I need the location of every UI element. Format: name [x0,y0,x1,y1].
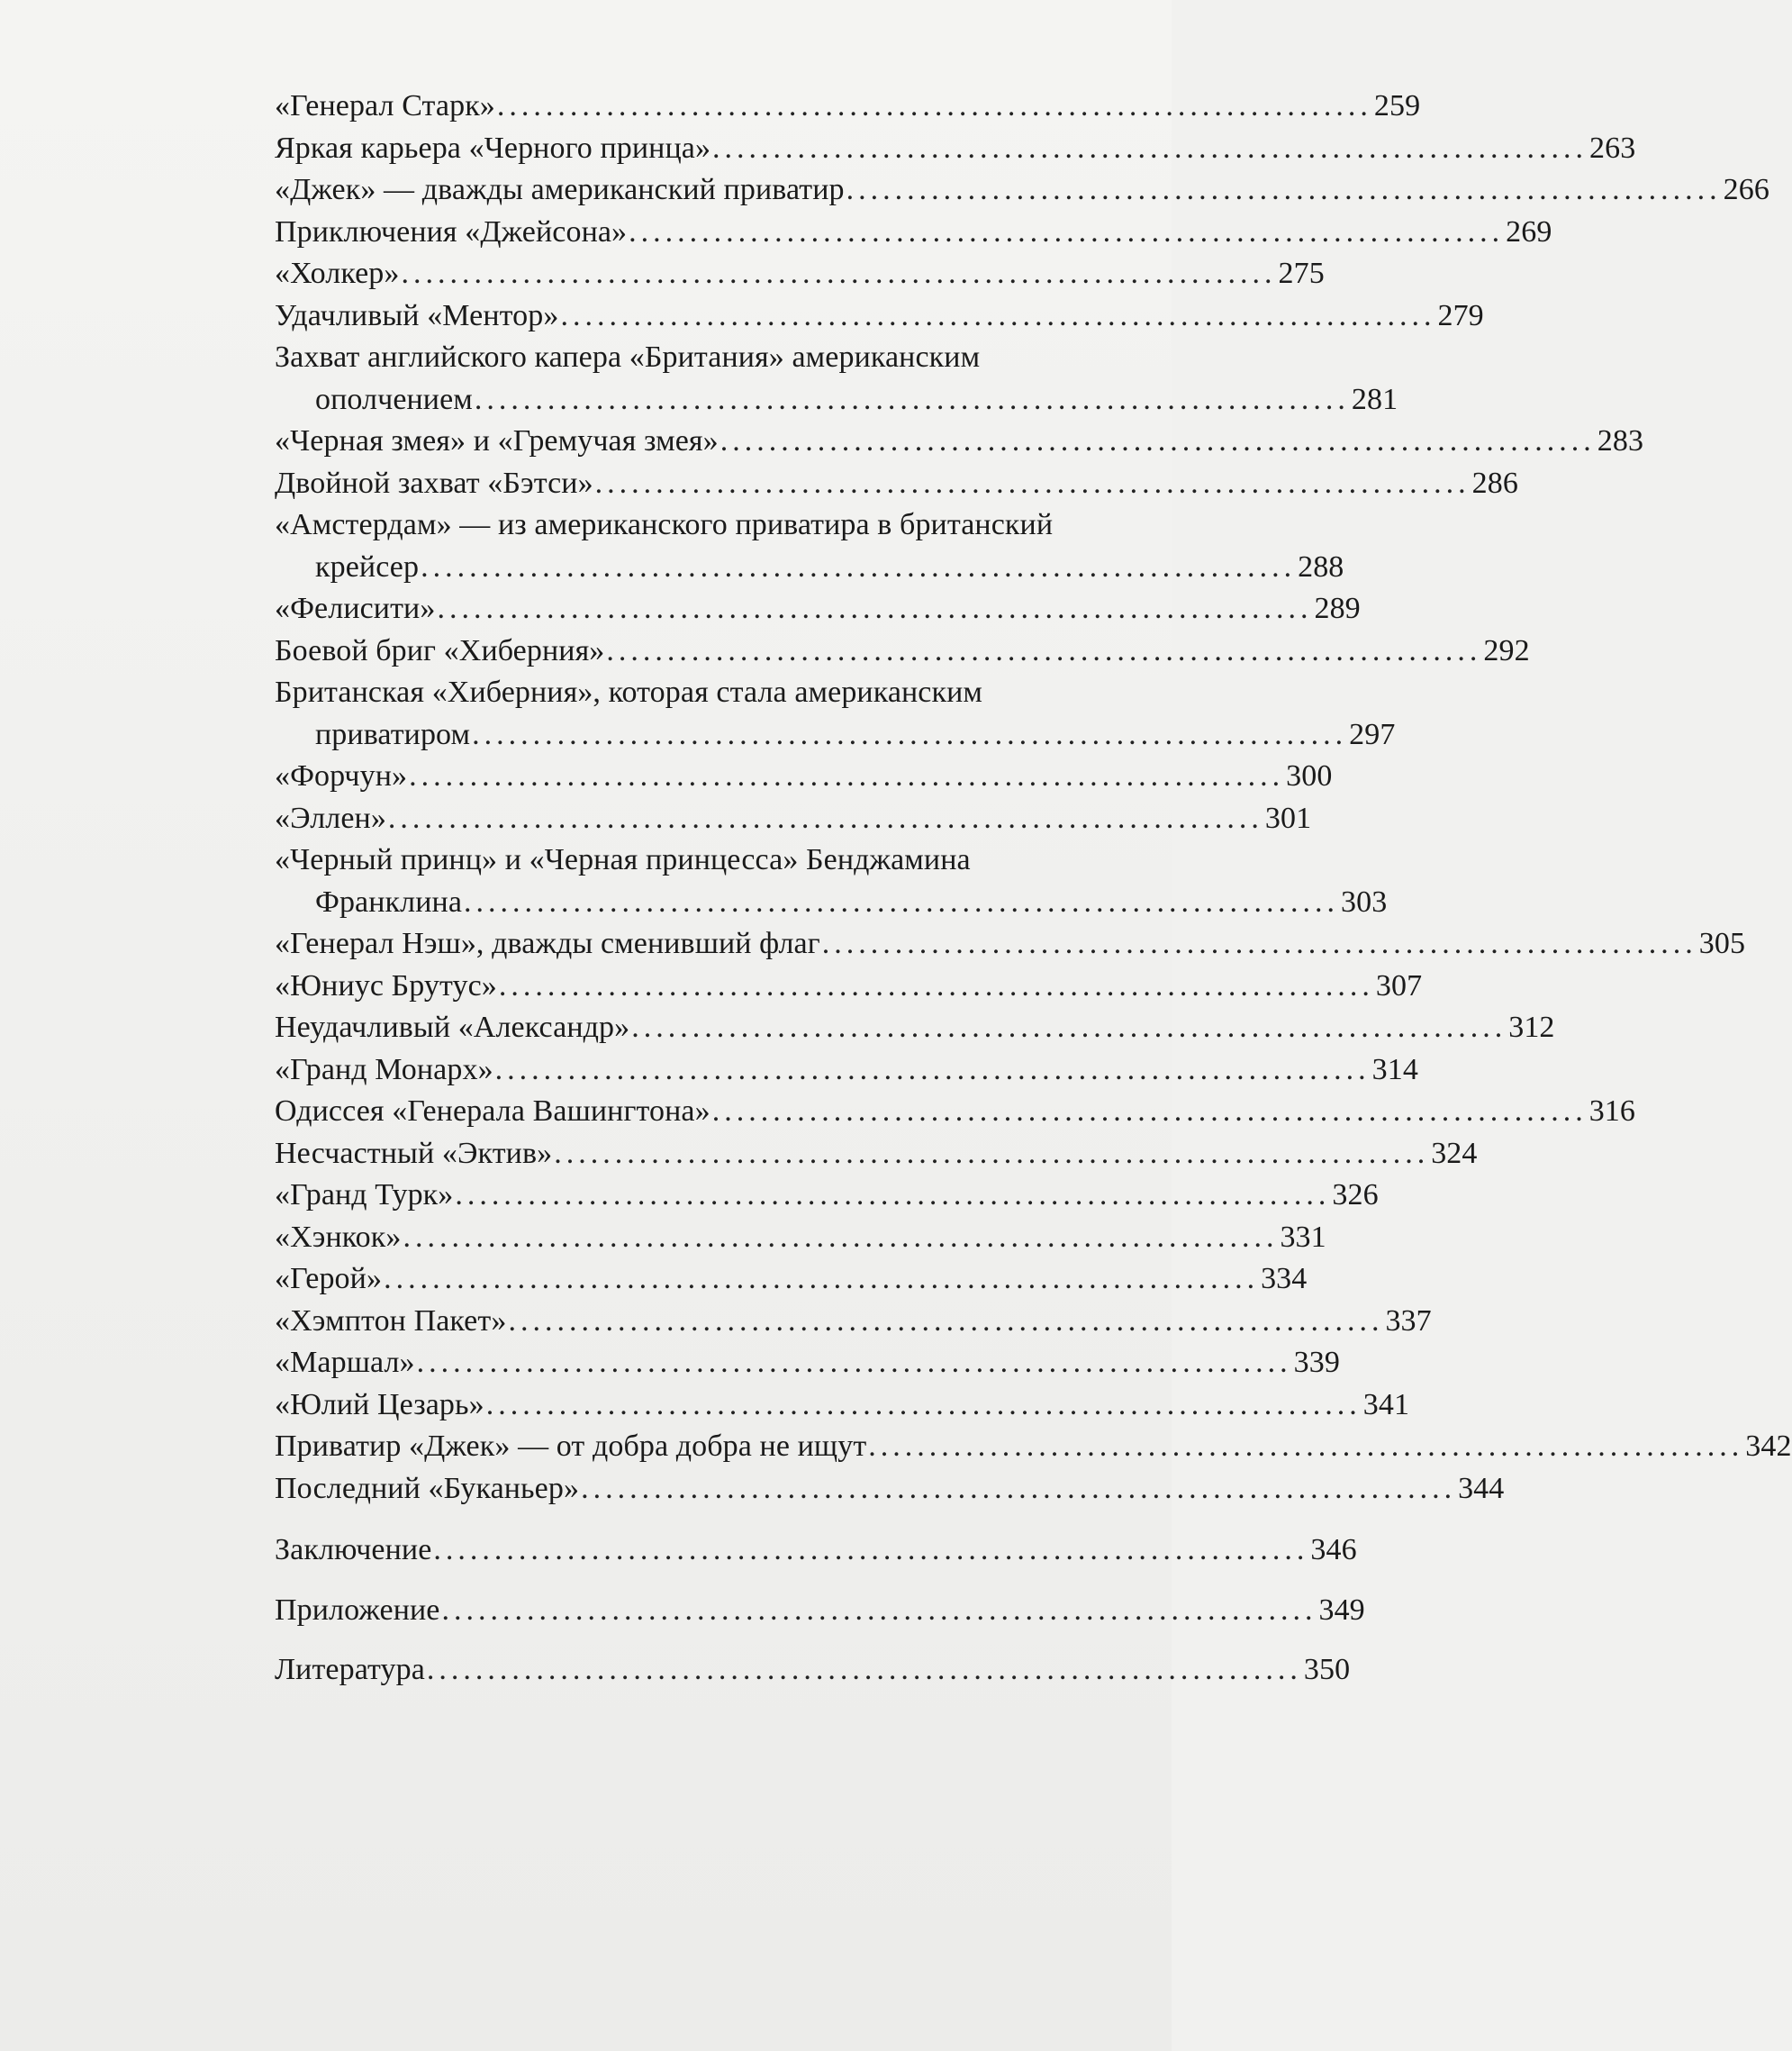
toc-entry-title: «Фелисити» [275,592,436,625]
toc-entry [275,1133,1478,1175]
toc-entry [275,966,1423,1008]
toc-entry [275,295,1484,338]
toc-entry-title: Удачливый «Ментор» [275,298,559,332]
dot-leader: ........................................................................ [868,1429,1744,1463]
toc-page-number: 326 [1332,1178,1379,1212]
dot-leader: ........................................................................ [629,214,1505,249]
toc-entry-title: Двойной захват «Бэтси» [275,466,593,500]
toc-line-continued [275,714,1396,757]
toc-entry-title-continued: приватиром [315,717,471,751]
toc-line [275,1342,1340,1384]
toc-line [275,966,1423,1008]
toc-entry-title: Британская «Хиберния», которая стала американским [275,676,983,709]
toc-line [275,169,1769,212]
toc-entry-title: Одиссея «Генерала Вашингтона» [275,1094,710,1128]
toc-entry-title: «Форчун» [275,759,408,793]
toc-entry-title: Захват английского капера «Британия» американским [275,340,981,374]
dot-leader: ........................................................................ [464,885,1340,919]
toc-line [275,86,1421,128]
toc-page-number: 307 [1375,968,1423,1003]
toc-entry [275,504,1344,588]
toc-page-number: 286 [1471,466,1518,500]
toc-entry [275,337,1398,421]
dot-leader: ........................................................................ [496,89,1372,123]
toc-entry [275,672,1396,756]
toc-entry-title: «Юниус Брутус» [275,968,497,1003]
toc-line [275,1133,1478,1175]
toc-entry [275,1049,1418,1092]
dot-leader: ........................................................................ [474,382,1350,416]
dot-leader: ........................................................................ [606,633,1482,667]
toc-entry-title-continued: ополчением [315,382,473,416]
toc-page-number: 269 [1506,214,1552,249]
toc-entry-title: «Гранд Турк» [275,1178,454,1212]
toc-entry [275,128,1636,170]
toc-entry [275,463,1518,505]
toc-page-number: 263 [1589,131,1636,165]
toc-entry-title: Приключения «Джейсона» [275,214,628,249]
toc-page-number: 259 [1373,89,1421,123]
toc-line [275,839,1023,882]
toc-entry-title: Приватир «Джек» — от добра добра не ищут [275,1429,867,1463]
toc-entry [275,1258,1308,1301]
toc-entry-title: Яркая карьера «Черного принца» [275,131,711,165]
toc-page-number: 305 [1698,927,1746,960]
toc-line [275,1301,1432,1343]
toc-line [275,504,1054,547]
dot-leader: ........................................................................ [409,759,1285,793]
toc-entry [275,1590,1365,1632]
toc-entry [275,421,1644,463]
dot-leader: ........................................................................ [508,1303,1384,1338]
toc-entry [275,86,1421,128]
dot-leader: ........................................................................ [821,927,1697,960]
toc-entry-title: «Эллен» [275,801,386,835]
toc-entry [275,1091,1636,1133]
toc-entry [275,798,1312,840]
toc-line [275,463,1518,505]
toc-line [275,212,1552,254]
toc-entry-title: «Черный принц» и «Черная принцесса» Бенджамина [275,843,971,876]
toc-entry-title: «Гранд Монарх» [275,1052,493,1086]
toc-line [275,756,1333,798]
toc-entry-title: Неудачливый «Александр» [275,1011,630,1044]
toc-page-number: 324 [1431,1136,1478,1170]
toc-entry-title: «Хэмптон Пакет» [275,1303,507,1338]
toc-line [275,1590,1365,1632]
toc-page-number: 297 [1349,717,1396,751]
dot-leader: ........................................................................ [498,968,1374,1003]
toc-page-number: 288 [1298,549,1344,584]
toc-page-number: 283 [1597,424,1644,458]
toc-line [275,1217,1326,1259]
dot-leader: ........................................................................ [441,1593,1317,1627]
toc-line-continued [275,547,1344,589]
toc-page-number: 334 [1261,1262,1308,1295]
toc-line [275,631,1530,673]
toc-page-number: 331 [1280,1220,1326,1254]
toc-entry [275,839,1388,923]
toc-line [275,1468,1505,1511]
section-spacer [275,1572,1023,1590]
dot-leader: ........................................................................ [485,1387,1362,1421]
dot-leader: ........................................................................ [403,1220,1279,1254]
toc-page-number: 314 [1371,1052,1418,1086]
toc-entry [275,1468,1505,1511]
toc-entry-title: «Амстердам» — из американского приватира в британский [275,508,1054,541]
dot-leader: ........................................................................ [554,1136,1430,1170]
toc-page-number: 342 [1745,1429,1792,1463]
toc-entry-title: «Джек» — дважды американский приватир [275,173,845,206]
dot-leader: ........................................................................ [416,1346,1292,1379]
toc-line [275,253,1325,295]
toc-page-number: 312 [1508,1011,1555,1044]
dot-leader: ........................................................................ [581,1471,1457,1505]
toc-line [275,672,1023,714]
dot-leader: ........................................................................ [560,298,1436,332]
dot-leader: ........................................................................ [720,424,1596,458]
toc-entry [275,1529,1357,1572]
toc-entry-title: «Холкер» [275,257,400,290]
toc-entry [275,1426,1792,1468]
toc-line-continued [275,882,1388,924]
toc-page-number: 350 [1303,1653,1351,1686]
dot-leader: ........................................................................ [712,131,1588,165]
toc-entry-title: Приложение [275,1593,440,1627]
toc-page-number: 337 [1385,1303,1432,1338]
dot-leader: ........................................................................ [401,257,1277,290]
dot-leader: ........................................................................ [631,1011,1507,1044]
dot-leader: ........................................................................ [433,1533,1309,1566]
toc-line [275,588,1361,631]
toc-entry-title-continued: крейсер [315,549,420,584]
dot-leader: ........................................................................ [384,1262,1260,1295]
toc-entry-title: Боевой бриг «Хиберния» [275,633,605,667]
dot-leader: ........................................................................ [494,1052,1371,1086]
toc-page-number: 289 [1314,592,1361,625]
dot-leader: ........................................................................ [472,717,1348,751]
toc-line [275,1049,1418,1092]
toc-page-number: 266 [1723,173,1769,206]
toc-line [275,128,1636,170]
toc-entry-title: «Маршал» [275,1346,415,1379]
toc-entry [275,1342,1340,1384]
toc-entry-title-continued: Франклина [315,885,463,919]
toc-line [275,1426,1792,1468]
toc-entry [275,1649,1351,1692]
toc-entry [275,212,1552,254]
toc-entry-title: «Черная змея» и «Гремучая змея» [275,424,719,458]
toc-line [275,337,1023,379]
toc-line [275,1175,1379,1217]
dot-leader: ........................................................................ [437,592,1313,625]
toc-line [275,1649,1351,1692]
dot-leader: ........................................................................ [594,466,1471,500]
toc-entry [275,1217,1326,1259]
toc-entry-title: «Юлий Цезарь» [275,1387,484,1421]
toc-entry-title: Литература [275,1653,425,1686]
toc-page-number: 346 [1310,1533,1357,1566]
toc-line [275,798,1312,840]
toc-line [275,295,1484,338]
toc-entry-title: «Генерал Нэш», дважды сменивший флаг [275,927,820,960]
toc-page-number: 279 [1437,298,1484,332]
dot-leader: ........................................................................ [711,1094,1588,1128]
toc-page-number: 300 [1286,759,1333,793]
toc-page-number: 301 [1264,801,1312,835]
toc-page-number: 292 [1483,633,1530,667]
toc-entry [275,1384,1410,1427]
toc-line-continued [275,379,1398,422]
toc-line [275,1529,1357,1572]
toc-entry-title: Заключение [275,1533,432,1566]
dot-leader: ........................................................................ [846,173,1722,206]
toc-entry [275,1007,1555,1049]
toc-entry [275,1175,1379,1217]
toc-line [275,1007,1555,1049]
toc-entry-title: «Генерал Старк» [275,89,495,123]
dot-leader: ........................................................................ [421,549,1297,584]
section-spacer [275,1631,1023,1649]
table-of-contents [275,86,1792,1692]
dot-leader: ........................................................................ [387,801,1263,835]
toc-entry [275,923,1746,966]
toc-line [275,1258,1308,1301]
toc-line [275,421,1644,463]
section-spacer [275,1510,1023,1529]
toc-entry [275,588,1361,631]
toc-entry [275,631,1530,673]
toc-page-number: 303 [1341,885,1388,919]
toc-entry [275,253,1325,295]
toc-entry [275,756,1333,798]
toc-page-number: 341 [1362,1387,1410,1421]
toc-entry-title: Последний «Буканьер» [275,1471,580,1505]
toc-page-number: 281 [1351,382,1398,416]
dot-leader: ........................................................................ [455,1178,1331,1212]
toc-page-number: 344 [1458,1471,1505,1505]
toc-page-number: 316 [1588,1094,1636,1128]
toc-line [275,1384,1410,1427]
toc-entry-title: «Хэнкок» [275,1220,402,1254]
toc-entry [275,169,1769,212]
toc-line [275,923,1746,966]
toc-entry [275,1301,1432,1343]
toc-line [275,1091,1636,1133]
dot-leader: ........................................................................ [426,1653,1302,1686]
toc-entry-title: Несчастный «Эктив» [275,1136,553,1170]
toc-page-number: 339 [1293,1346,1340,1379]
toc-page-number: 349 [1318,1593,1365,1627]
toc-page-number: 275 [1278,257,1325,290]
toc-entry-title: «Герой» [275,1262,383,1295]
